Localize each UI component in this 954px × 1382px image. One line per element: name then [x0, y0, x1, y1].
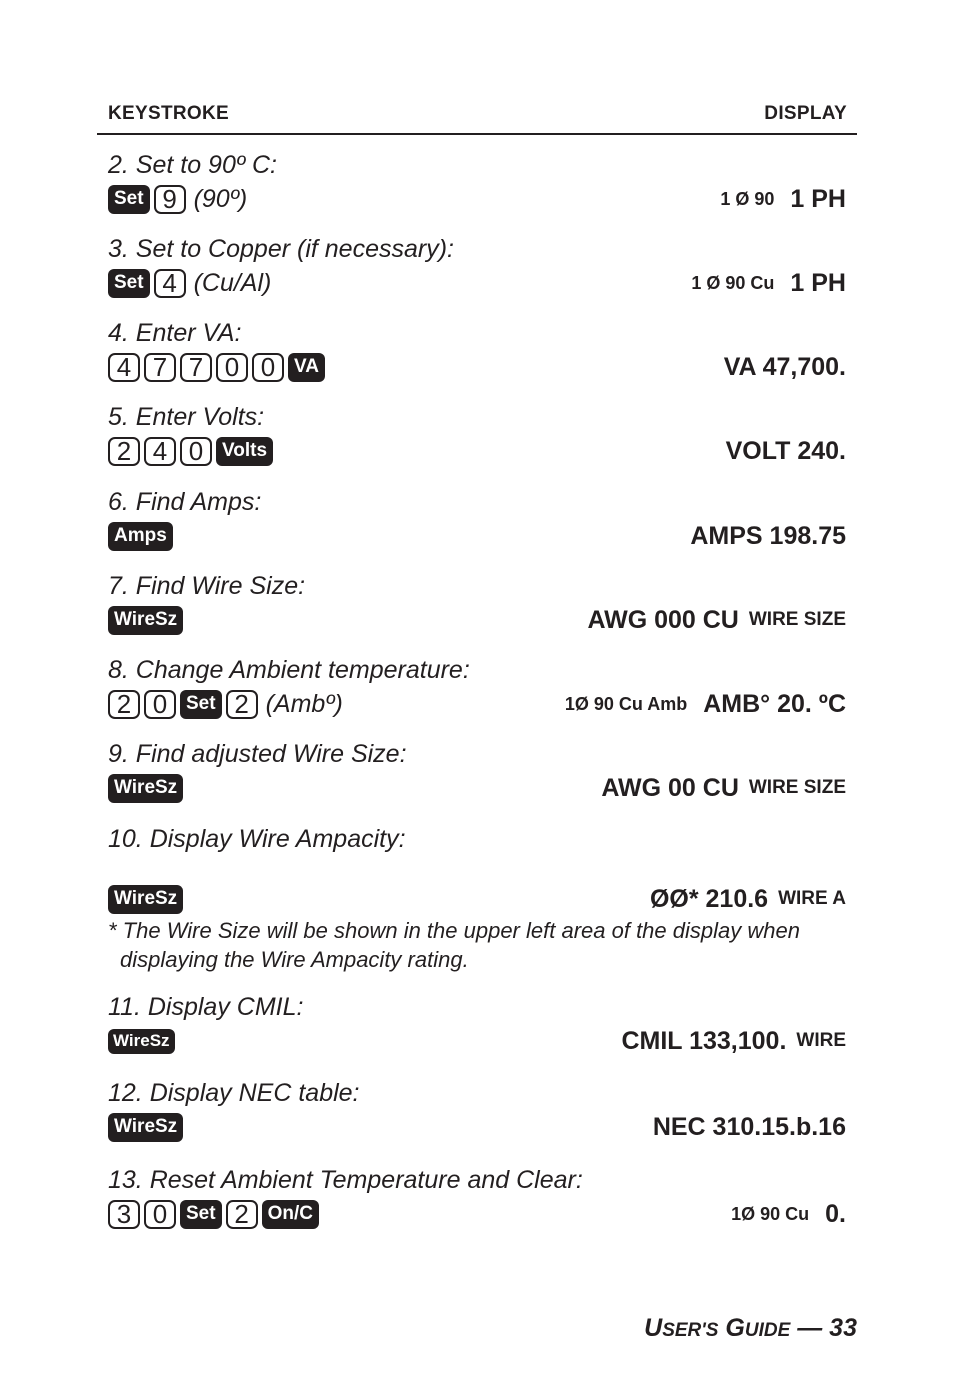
keystroke-sequence: [108, 522, 173, 551]
step-label: 11. Display CMIL:: [108, 993, 304, 1021]
amps-key: Amps: [108, 522, 173, 551]
digit-key: 4: [144, 437, 176, 466]
digit-key: 0: [180, 437, 212, 466]
digit-key: 7: [180, 353, 212, 382]
digit-key: 0: [144, 1200, 176, 1229]
wiresz-key: WireSz: [108, 1113, 183, 1142]
footnote-line-2: displaying the Wire Ampacity rating.: [120, 947, 469, 972]
display-readout: [724, 350, 846, 384]
footer-uide: UIDE: [744, 1320, 791, 1341]
step-row: [108, 603, 846, 637]
digit-key: 0: [252, 353, 284, 382]
step-row: [108, 266, 846, 300]
display-value: AWG 000 CU: [587, 605, 739, 634]
step-6: [108, 487, 846, 553]
step-label: 13. Reset Ambient Temperature and Clear:: [108, 1166, 583, 1194]
display-annunciators: 1Ø 90 Cu Amb: [564, 693, 688, 714]
digit-key: 2: [226, 690, 258, 719]
step-11: [108, 992, 846, 1058]
display-value: VA 47,700.: [723, 352, 846, 381]
column-header: [97, 103, 857, 135]
step-label: 3. Set to Copper (if necessary):: [108, 235, 454, 263]
display-value: AMB° 20. ºC: [703, 689, 846, 718]
digit-key: 0: [216, 353, 248, 382]
display-readout: [690, 519, 846, 553]
keystroke-sequence: [108, 774, 183, 803]
display-readout: [565, 687, 846, 721]
step-row: [108, 882, 846, 916]
display-annunciators: 1 Ø 90: [720, 188, 775, 209]
digit-key: 7: [144, 353, 176, 382]
display-value: ØØ* 210.6: [649, 884, 769, 913]
keystroke-sequence: [108, 606, 183, 635]
footnote: [108, 916, 846, 974]
keystroke-sequence: [108, 690, 343, 719]
display-readout: [720, 182, 846, 216]
va-key: VA: [288, 353, 325, 382]
footnote-line-1: * The Wire Size will be shown in the upper left area of the display when: [108, 918, 800, 943]
keystroke-sequence: [108, 269, 271, 298]
set-key: Set: [108, 185, 150, 214]
step-4: [108, 318, 846, 384]
display-value: 1 PH: [790, 184, 846, 213]
volts-key: Volts: [216, 437, 273, 466]
set-key: Set: [108, 269, 150, 298]
step-10: [108, 824, 846, 916]
step-3: [108, 234, 846, 300]
display-annunciators: 1 Ø 90 Cu: [691, 272, 775, 293]
display-value: CMIL 133,100.: [621, 1026, 787, 1055]
step-row: [108, 519, 846, 553]
footer-ser: SER'S: [662, 1320, 719, 1341]
digit-key: 2: [226, 1200, 258, 1229]
step-label: 4. Enter VA:: [108, 319, 242, 347]
step-row: [108, 1197, 846, 1231]
wiresz-key: WireSz: [108, 1029, 175, 1054]
wiresz-key: WireSz: [108, 885, 183, 914]
step-label: 9. Find adjusted Wire Size:: [108, 740, 407, 768]
display-value: VOLT 240.: [725, 436, 846, 465]
display-suffix: WIRE A: [778, 888, 846, 909]
display-readout: [653, 1110, 846, 1144]
digit-key: 2: [108, 690, 140, 719]
step-row: [108, 182, 846, 216]
display-value: AWG 00 CU: [601, 773, 739, 802]
step-13: [108, 1165, 846, 1231]
set-key: Set: [180, 690, 222, 719]
key-note: (Cu/Al): [193, 268, 272, 297]
digit-key: 9: [154, 185, 186, 214]
display-value: AMPS 198.75: [690, 521, 846, 550]
footer-g: G: [725, 1314, 745, 1342]
step-label: 6. Find Amps:: [108, 488, 262, 516]
step-label: 7. Find Wire Size:: [108, 572, 306, 600]
digit-key: 4: [108, 353, 140, 382]
display-readout: [731, 1197, 846, 1231]
onc-key: On/C: [262, 1200, 319, 1229]
step-label: 10. Display Wire Ampacity:: [108, 825, 406, 853]
display-heading: DISPLAY: [764, 103, 847, 124]
step-7: [108, 571, 846, 637]
step-row: [108, 350, 846, 384]
set-key: Set: [180, 1200, 222, 1229]
step-row: [108, 1110, 846, 1144]
display-readout: [726, 434, 846, 468]
display-readout: [650, 882, 846, 916]
footer-u: U: [644, 1314, 663, 1342]
digit-key: 0: [144, 690, 176, 719]
display-value: 0.: [825, 1199, 846, 1228]
display-readout: [587, 603, 846, 637]
keystroke-sequence: [108, 1113, 183, 1142]
wiresz-key: WireSz: [108, 606, 183, 635]
step-2: [108, 150, 846, 216]
display-suffix: WIRE: [796, 1030, 846, 1051]
wiresz-key: WireSz: [108, 774, 183, 803]
display-readout: [691, 266, 846, 300]
step-row: [108, 771, 846, 805]
display-suffix: WIRE SIZE: [748, 777, 846, 798]
step-row: [108, 434, 846, 468]
keystroke-sequence: [108, 185, 247, 214]
step-9: [108, 739, 846, 805]
display-value: NEC 310.15.b.16: [652, 1112, 846, 1141]
step-label: 2. Set to 90º C:: [108, 151, 277, 179]
display-readout: [621, 1024, 846, 1058]
step-12: [108, 1078, 846, 1144]
display-readout: [601, 771, 846, 805]
page-number: — 33: [797, 1314, 857, 1342]
keystroke-sequence: [108, 1200, 319, 1229]
digit-key: 4: [154, 269, 186, 298]
step-label: 5. Enter Volts:: [108, 403, 265, 431]
digit-key: 2: [108, 437, 140, 466]
step-row: [108, 687, 846, 721]
key-note: (90º): [193, 184, 248, 213]
digit-key: 3: [108, 1200, 140, 1229]
keystroke-sequence: [108, 353, 325, 382]
keystroke-sequence: [108, 885, 183, 914]
display-suffix: WIRE SIZE: [748, 609, 846, 630]
step-row: [108, 1024, 846, 1058]
step-label: 12. Display NEC table:: [108, 1079, 360, 1107]
keystroke-heading: KEYSTROKE: [108, 103, 229, 124]
page-footer: [644, 1314, 857, 1343]
step-5: [108, 402, 846, 468]
keystroke-sequence: [108, 437, 273, 466]
key-note: (Ambº): [265, 689, 343, 718]
display-value: 1 PH: [790, 268, 846, 297]
step-8: [108, 655, 846, 721]
display-annunciators: 1Ø 90 Cu: [731, 1203, 810, 1224]
step-label: 8. Change Ambient temperature:: [108, 656, 470, 684]
keystroke-sequence: [108, 1029, 175, 1054]
